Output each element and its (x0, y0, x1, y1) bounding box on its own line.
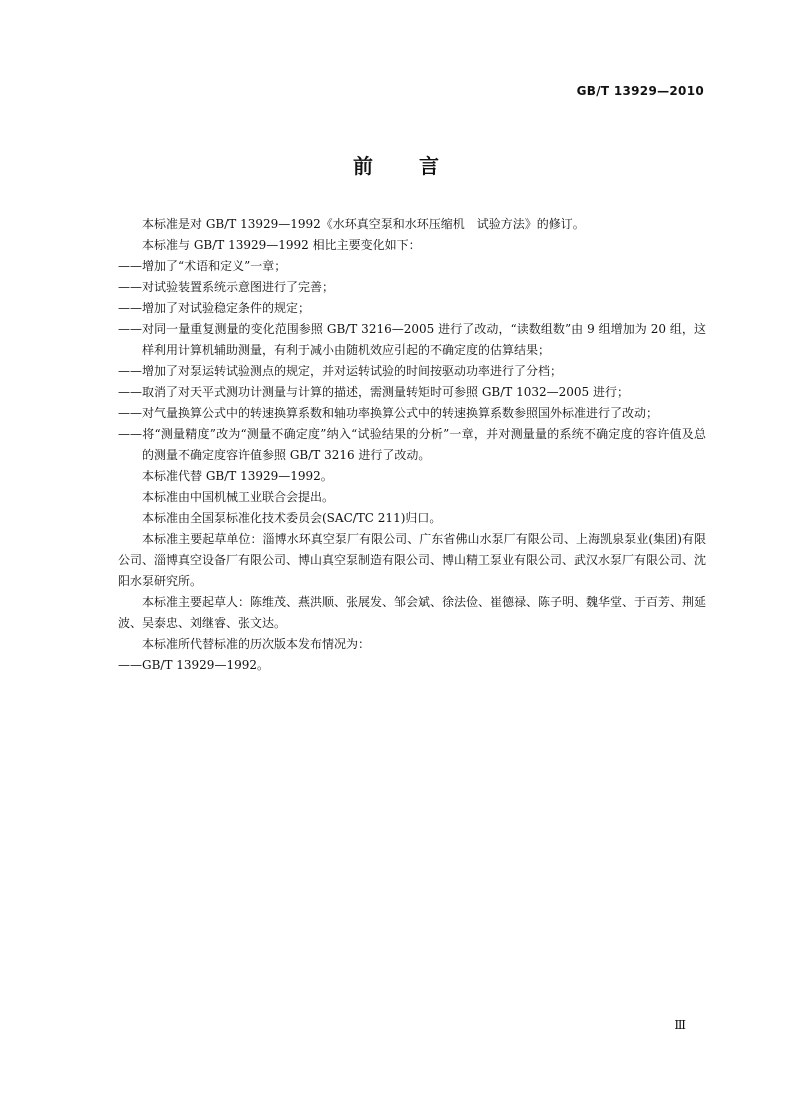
list-item: ——对试验装置系统示意图进行了完善； (118, 280, 335, 294)
list-item: ——对同一量重复测量的变化范围参照 GB/T 3216—2005 进行了改动，“读数组数”由 9 组增加为 20 组，这样利用计算机辅助测量，有利于减小由随机效应引起的不确定度的估算结果； (118, 322, 706, 357)
list-item: ——将“测量精度”改为“测量不确定度”纳入“试验结果的分析”一章，并对测量量的系统不确定度的容许值及总的测量不确定度容许值参照 GB/T 3216 进行了改动。 (118, 427, 706, 462)
paragraph: 本标准与 GB/T 13929—1992 相比主要变化如下： (142, 238, 421, 252)
paragraph: 本标准主要起草人：陈维茂、燕洪顺、张展发、邹会斌、徐法俭、崔德禄、陈子明、魏华堂、于百芳、荆延波、吴泰忠、刘继睿、张文达。 (118, 595, 707, 630)
page-number: Ⅲ (674, 1018, 686, 1032)
list-item: ——取消了对天平式测功计测量与计算的描述，需测量转矩时可参照 GB/T 1032—2005 进行； (118, 385, 629, 399)
list-item: ——增加了“术语和定义”一章； (118, 259, 287, 273)
paragraph: 本标准代替 GB/T 13929—1992。 (142, 469, 333, 483)
paragraph: 本标准主要起草单位：淄博水环真空泵厂有限公司、广东省佛山水泵厂有限公司、上海凯泉泵业(集团)有限公司、淄博真空设备厂有限公司、博山真空泵制造有限公司、博山精工泵业有限公司、武汉水泵厂有限公司、沈阳水泵研究所。 (118, 532, 707, 588)
paragraph: 本标准是对 GB/T 13929—1992《水环真空泵和水环压缩机 试验方法》的修订。 (142, 217, 585, 231)
paragraph: 本标准由全国泵标准化技术委员会(SAC/TC 211)归口。 (142, 511, 442, 525)
list-item: ——GB/T 13929—1992。 (118, 658, 269, 672)
standard-code: GB/T 13929—2010 (576, 84, 704, 98)
page-title: 前言 (353, 154, 485, 178)
list-item: ——对气量换算公式中的转速换算系数和轴功率换算公式中的转速换算系数参照国外标准进行了改动； (118, 406, 659, 420)
paragraph: 本标准由中国机械工业联合会提出。 (142, 490, 335, 504)
paragraph: 本标准所代替标准的历次版本发布情况为： (142, 637, 371, 651)
preface-body (118, 214, 706, 676)
list-item: ——增加了对试验稳定条件的规定； (118, 301, 311, 315)
list-item: ——增加了对泵运转试验测点的规定，并对运转试验的时间按驱动功率进行了分档； (118, 364, 563, 378)
